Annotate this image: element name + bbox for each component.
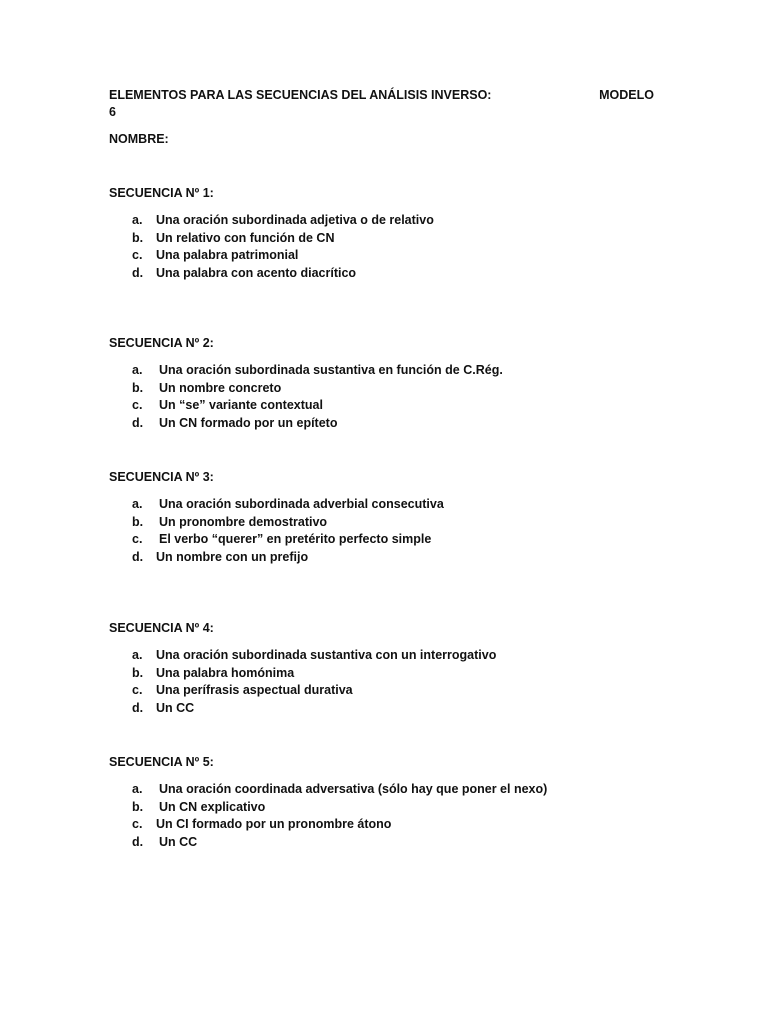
item-text: Un CC (156, 700, 195, 715)
sequence-4 (109, 620, 669, 717)
model-label: MODELO (599, 88, 654, 102)
item-text: Un CC (159, 834, 198, 849)
item-text: Un “se” variante contextual (159, 398, 323, 412)
item-marker: c. (132, 817, 143, 831)
item-text: Un CN explicativo (159, 799, 266, 814)
item-marker: a. (132, 497, 143, 511)
sequence-5 (109, 754, 669, 851)
list-item (109, 531, 669, 549)
item-text: Un pronombre demostrativo (159, 514, 328, 529)
item-marker: b. (132, 665, 144, 680)
item-marker: d. (132, 265, 144, 280)
item-marker: b. (132, 380, 144, 395)
name-label: NOMBRE: (109, 132, 169, 146)
item-text: Un nombre con un prefijo (156, 549, 309, 564)
list-item (109, 380, 669, 398)
item-marker: d. (132, 549, 144, 564)
item-text: Un nombre concreto (159, 380, 282, 395)
sequence-items (109, 362, 669, 432)
item-marker: c. (132, 248, 143, 262)
list-item (109, 212, 669, 230)
item-marker: d. (132, 834, 144, 849)
list-item (109, 781, 669, 799)
item-text: Una palabra patrimonial (156, 248, 299, 262)
item-marker: a. (132, 782, 143, 796)
sequence-2 (109, 335, 669, 432)
list-item (109, 265, 669, 283)
item-marker: d. (132, 415, 144, 430)
list-item (109, 700, 669, 718)
model-number: 6 (109, 105, 116, 119)
sequence-title: SECUENCIA Nº 5: (109, 755, 214, 769)
item-marker: b. (132, 514, 144, 529)
item-marker: c. (132, 683, 143, 697)
item-marker: a. (132, 213, 143, 227)
item-text: Una palabra homónima (156, 665, 295, 680)
list-item (109, 247, 669, 265)
list-item (109, 230, 669, 248)
item-text: Una oración subordinada sustantiva en función de C.Rég. (159, 363, 503, 377)
list-item (109, 362, 669, 380)
item-text: Una oración subordinada sustantiva con un interrogativo (156, 648, 497, 662)
sequence-items (109, 647, 669, 717)
sequence-items (109, 781, 669, 851)
list-item (109, 549, 669, 567)
item-marker: a. (132, 648, 143, 662)
item-text: Un CN formado por un epíteto (159, 415, 338, 430)
item-text: Una perífrasis aspectual durativa (156, 683, 353, 697)
list-item (109, 665, 669, 683)
sequence-items (109, 212, 669, 282)
list-item (109, 415, 669, 433)
item-text: Una oración subordinada adjetiva o de relativo (156, 213, 434, 227)
item-text: Una oración coordinada adversativa (sólo hay que poner el nexo) (159, 782, 548, 796)
list-item (109, 682, 669, 700)
item-marker: c. (132, 532, 143, 546)
list-item (109, 496, 669, 514)
item-text: Un relativo con función de CN (156, 230, 335, 245)
sequence-title: SECUENCIA Nº 4: (109, 621, 214, 635)
list-item (109, 799, 669, 817)
sequence-items (109, 496, 669, 566)
list-item (109, 397, 669, 415)
item-text: Un CI formado por un pronombre átono (156, 817, 392, 831)
list-item (109, 816, 669, 834)
item-marker: b. (132, 799, 144, 814)
item-text: El verbo “querer” en pretérito perfecto simple (159, 532, 432, 546)
list-item (109, 514, 669, 532)
item-marker: c. (132, 398, 143, 412)
item-text: Una palabra con acento diacrítico (156, 265, 357, 280)
document-title: ELEMENTOS PARA LAS SECUENCIAS DEL ANÁLISIS INVERSO: (109, 88, 492, 102)
item-marker: a. (132, 363, 143, 377)
item-text: Una oración subordinada adverbial consecutiva (159, 497, 444, 511)
sequence-title: SECUENCIA Nº 1: (109, 186, 214, 200)
item-marker: d. (132, 700, 144, 715)
item-marker: b. (132, 230, 144, 245)
sequence-1 (109, 185, 669, 282)
list-item (109, 647, 669, 665)
sequence-title: SECUENCIA Nº 3: (109, 470, 214, 484)
sequence-3 (109, 469, 669, 566)
sequence-title: SECUENCIA Nº 2: (109, 336, 214, 350)
list-item (109, 834, 669, 852)
